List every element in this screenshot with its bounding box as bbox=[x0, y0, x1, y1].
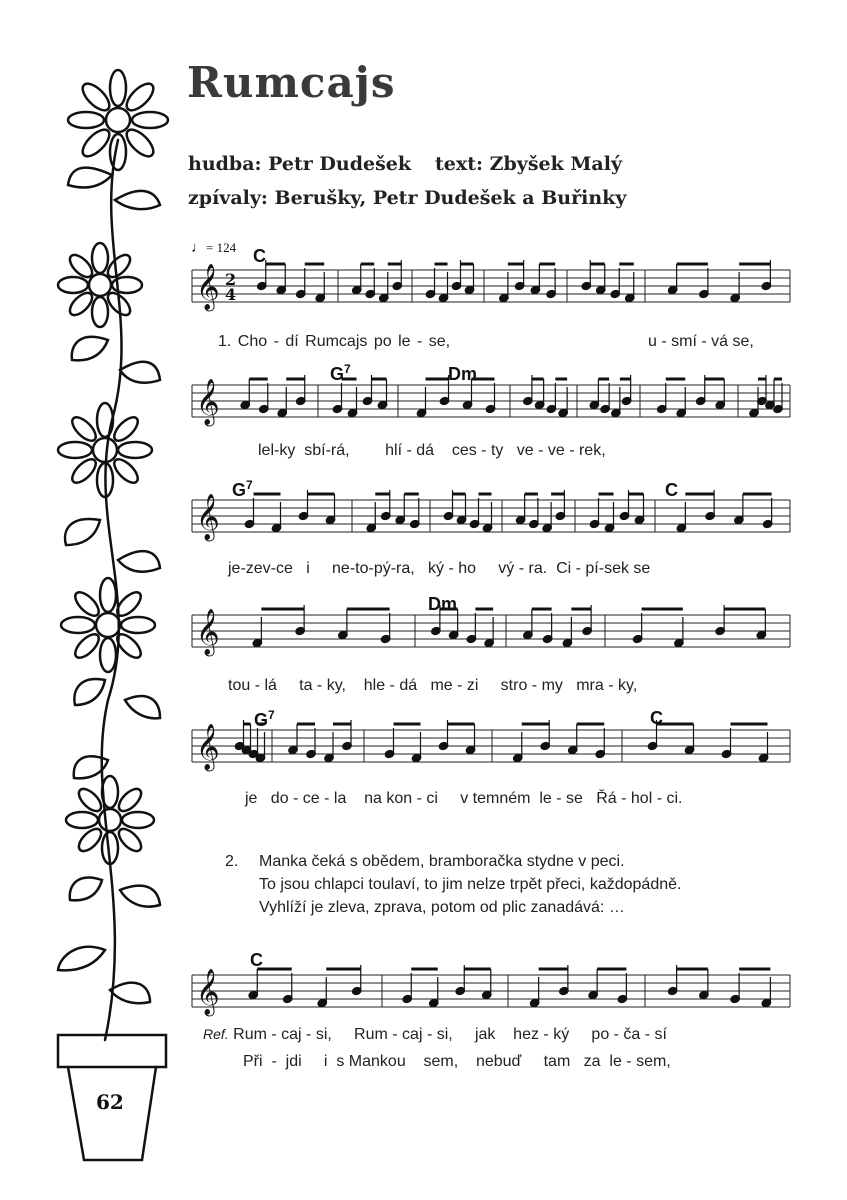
lyric-line-3: je-zev-ce i ne-to-pý-ra, ký - ho vý - ra. Ci - pí-sek se bbox=[228, 560, 651, 577]
refrain-line-1 bbox=[203, 1026, 667, 1044]
refrain-line-1-text: Rum - caj - si, Rum - caj - si, jak hez - ký po - ča - sí bbox=[233, 1026, 667, 1043]
refrain-label: Ref. bbox=[203, 1026, 229, 1042]
music-credit: hudba: Petr Dudešek bbox=[188, 153, 412, 175]
verse-2-line-1: Manka čeká s obědem, bramboračka stydne v peci. bbox=[259, 853, 625, 870]
treble-clef-icon: 𝄞 bbox=[196, 379, 220, 425]
time-signature-bottom: 4 bbox=[225, 285, 237, 304]
verse-2-line-2: To jsou chlapci toulaví, to jim nelze trpět přeci, každopádně. bbox=[259, 876, 682, 893]
pot-rim bbox=[58, 1035, 166, 1067]
lyric-line-1b: u - smí - vá se, bbox=[648, 333, 754, 350]
verse-2-number: 2. bbox=[225, 853, 239, 870]
chord-dm-staff2: Dm bbox=[448, 364, 478, 384]
refrain-line-2: Při - jdi i s Mankou sem, nebuď tam za le - sem, bbox=[243, 1053, 671, 1070]
chord-g7-staff3: $G^7$ bbox=[232, 478, 253, 500]
treble-clef-icon: 𝄞 bbox=[196, 724, 220, 770]
flower-pot-decoration bbox=[58, 70, 168, 1160]
verse-2-line-3: Vyhlíží je zleva, zprava, potom od plic zanadává: … bbox=[259, 899, 625, 916]
flower-icon-5 bbox=[66, 776, 154, 864]
chord-g7-staff2: $G^7$ bbox=[330, 362, 351, 384]
chord-c-staff1: C bbox=[253, 246, 266, 266]
song-title: Rumcajs bbox=[187, 58, 396, 107]
chord-c-refrain: C bbox=[250, 950, 263, 970]
treble-clef-icon: 𝄞 bbox=[196, 609, 220, 655]
flower-icon-4 bbox=[61, 578, 155, 672]
sung-by-credit: zpívaly: Berušky, Petr Dudešek a Buřinky bbox=[188, 187, 627, 209]
text-credit: text: Zbyšek Malý bbox=[435, 153, 622, 175]
chord-g7-staff5: $G^7$ bbox=[254, 708, 275, 730]
treble-clef-icon: 𝄞 bbox=[196, 969, 220, 1015]
tempo-value: = 124 bbox=[206, 240, 237, 255]
lyric-line-1a: 1. Cho - dí Rumcajs po le - se, bbox=[218, 333, 451, 350]
flower-icon-2 bbox=[58, 243, 142, 327]
lyric-line-4: tou - lá ta - ky, hle - dá me - zi stro - my mra - ky, bbox=[228, 677, 638, 694]
chord-c-staff3: C bbox=[665, 480, 678, 500]
lyric-line-5: je do - ce - la na kon - ci v temném le - se Řá - hol - ci. bbox=[245, 790, 683, 807]
quarter-note-icon: ♩ bbox=[191, 240, 206, 256]
page-number: 62 bbox=[96, 1090, 124, 1114]
chord-dm-staff4: Dm bbox=[428, 594, 458, 614]
lyric-line-2: lel-ky sbí-rá, hlí - dá ces - ty ve - ve - rek, bbox=[258, 442, 606, 459]
chord-c-staff5: C bbox=[650, 708, 663, 728]
time-signature-top: 2 bbox=[225, 270, 237, 289]
treble-clef-icon: 𝄞 bbox=[196, 494, 220, 540]
flower-icon-1 bbox=[68, 70, 168, 170]
treble-clef-icon: 𝄞 bbox=[196, 264, 220, 310]
